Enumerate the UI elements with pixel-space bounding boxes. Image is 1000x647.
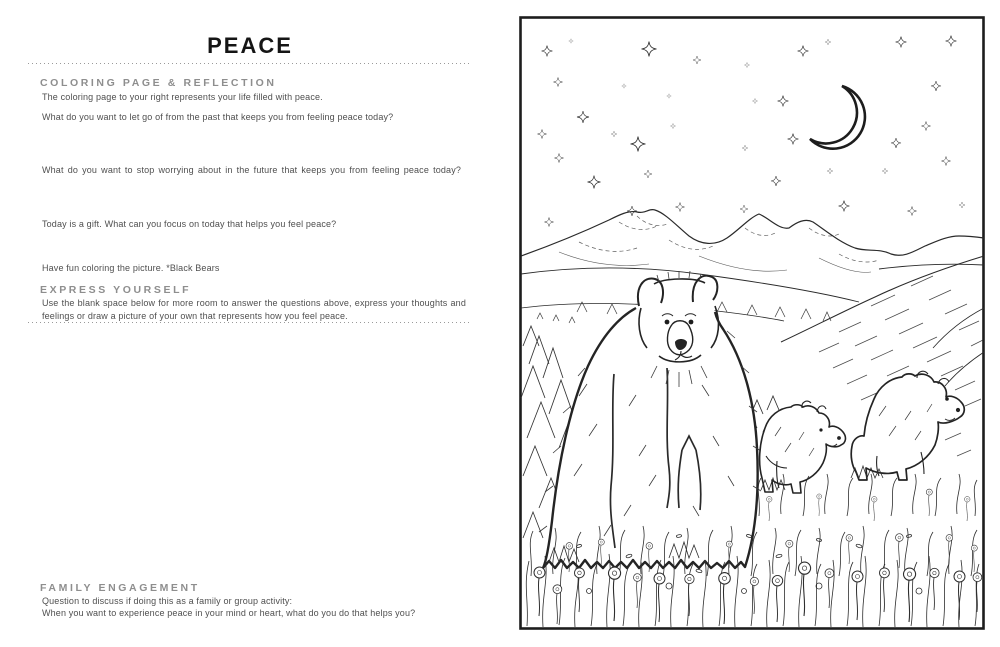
family-question: When you want to experience peace in your mind or heart, what do you do that helps you? bbox=[42, 608, 416, 618]
coloring-note: Have fun coloring the picture. *Black Bears bbox=[42, 263, 220, 273]
coloring-page-illustration bbox=[519, 16, 986, 631]
dotted-divider-bottom bbox=[28, 322, 470, 324]
question-today: Today is a gift. What can you focus on today that helps you feel peace? bbox=[42, 219, 337, 229]
section-heading-coloring: COLORING PAGE & REFLECTION bbox=[40, 77, 277, 89]
coloring-intro-text: The coloring page to your right represents your life filled with peace. bbox=[42, 92, 323, 102]
family-question-intro: Question to discuss if doing this as a family or group activity: bbox=[42, 596, 293, 606]
page-title: PEACE bbox=[207, 33, 293, 58]
question-future: What do you want to stop worrying about in the future that keeps you from feeling peace today? bbox=[42, 165, 461, 175]
dotted-divider-top bbox=[28, 63, 470, 65]
question-past: What do you want to let go of from the past that keeps you from feeling peace today? bbox=[42, 112, 394, 122]
section-heading-express: EXPRESS YOURSELF bbox=[40, 284, 192, 296]
express-body-text: Use the blank space below for more room to answer the questions above, express your thoughts and feelings or draw a picture of your own that represents how you feel peace. bbox=[42, 298, 466, 321]
section-heading-family: FAMILY ENGAGEMENT bbox=[40, 582, 200, 594]
